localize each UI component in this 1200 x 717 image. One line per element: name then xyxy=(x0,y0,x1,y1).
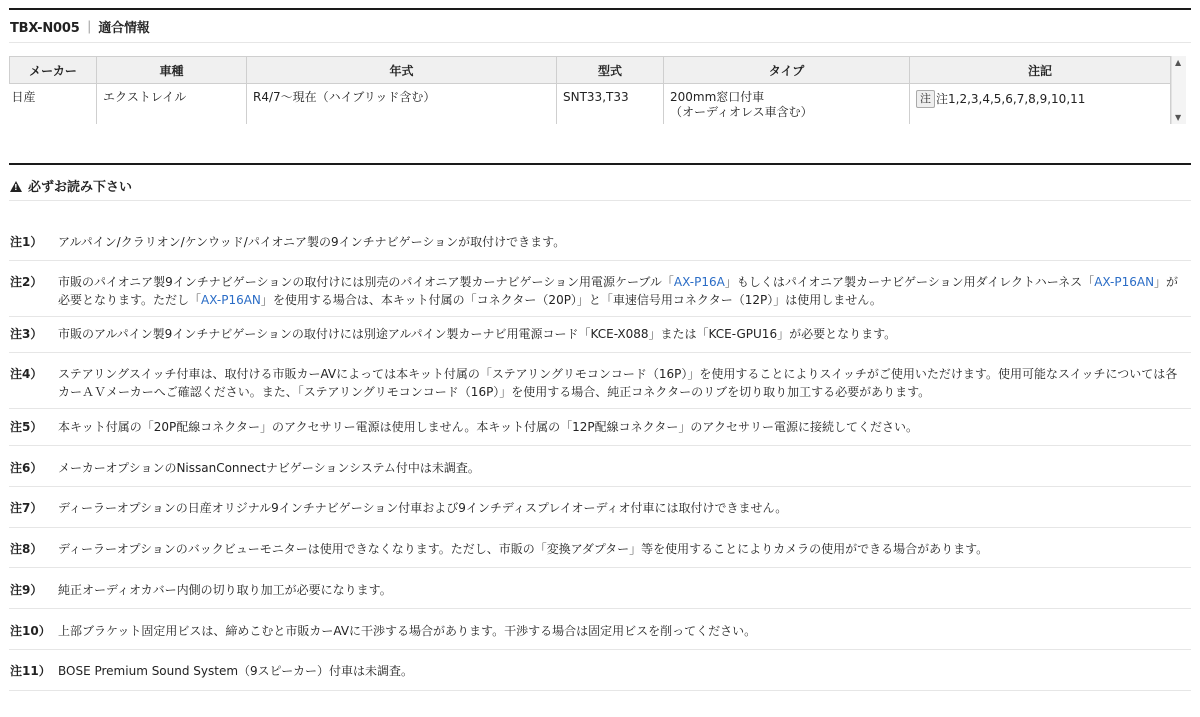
note-item-6 xyxy=(10,459,1185,477)
compat-table xyxy=(9,56,1171,124)
notes-text: 注1,2,3,4,5,6,7,8,9,10,11 xyxy=(936,92,1086,106)
cell-notes xyxy=(910,84,1171,125)
note-item-3 xyxy=(10,325,1185,343)
section-title: 適合情報 xyxy=(98,21,150,36)
note-label: 注3） xyxy=(10,327,43,341)
cell-maker: 日産 xyxy=(10,84,97,125)
col-header-maker: メーカー xyxy=(10,57,97,84)
note-text-part: 市販のパイオニア製9インチナビゲーションの取付けには別売のパイオニア製カーナビゲーション用電源ケーブル「 xyxy=(58,275,674,289)
note-label: 注7） xyxy=(10,501,43,515)
note-divider xyxy=(9,486,1191,487)
col-header-year: 年式 xyxy=(247,57,557,84)
note-text: BOSE Premium Sound System（9スピーカー）付車は未調査。 xyxy=(58,664,413,678)
note-divider xyxy=(9,352,1191,353)
note-item-10 xyxy=(10,622,1185,640)
note-text: 上部ブラケット固定用ビスは、締めこむと市販カーAVに干渉する場合があります。干渉する場合は固定用ビスを削ってください。 xyxy=(58,624,757,638)
notes-button[interactable]: 注 xyxy=(916,90,935,108)
note-text: 市販のアルパイン製9インチナビゲーションの取付けには別途アルパイン製カーナビ用電源コード「KCE-X088」または「KCE-GPU16」が必要となります。 xyxy=(58,327,897,341)
product-code: TBX-N005 xyxy=(10,21,80,36)
note-text-part: 」が必要となります。ただし「 xyxy=(58,275,1179,307)
page-title xyxy=(10,17,150,36)
compat-table-container[interactable] xyxy=(9,56,1186,124)
note-text: ディーラーオプションの日産オリジナル9インチナビゲーション付車および9インチディスプレイオーディオ付車には取付けできません。 xyxy=(58,501,788,515)
cell-type-code: SNT33,T33 xyxy=(557,84,664,125)
note-divider xyxy=(9,316,1191,317)
note-item-7 xyxy=(10,499,1185,517)
section-rule xyxy=(9,163,1191,165)
note-text xyxy=(58,273,1185,309)
note-label: 注11） xyxy=(10,664,51,678)
col-header-type: タイプ xyxy=(664,57,910,84)
warning-icon xyxy=(10,181,22,192)
note-divider xyxy=(9,690,1191,691)
note-label: 注1） xyxy=(10,235,43,249)
warning-heading xyxy=(10,176,132,195)
note-divider xyxy=(9,608,1191,609)
cell-type xyxy=(664,84,910,125)
note-text: ステアリングスイッチ付車は、取付ける市販カーAVによっては本キット付属の「ステアリングリモコンコード（16P）」を使用することによりスイッチがご使用いただけます。使用可能なスイッチについては各カーＡＶメーカーへご確認ください。また、「ステアリングリモコンコード（16P）」を使用する場合、純正コネクターのリブを切り取り加工する必要があります。 xyxy=(58,367,1178,399)
col-header-notes: 注記 xyxy=(910,57,1171,84)
note-item-2 xyxy=(10,273,1185,309)
note-text: ディーラーオプションのバックビューモニターは使用できなくなります。ただし、市販の「変換アダプター」等を使用することによりカメラの使用ができる場合があります。 xyxy=(58,542,989,556)
product-link[interactable]: AX-P16AN xyxy=(1094,275,1155,289)
warning-divider xyxy=(9,200,1191,201)
note-label: 注6） xyxy=(10,461,43,475)
note-divider xyxy=(9,408,1191,409)
note-item-8 xyxy=(10,540,1185,558)
cell-year: R4/7〜現在（ハイブリッド含む） xyxy=(247,84,557,125)
note-item-4 xyxy=(10,365,1185,401)
table-row xyxy=(10,84,1171,125)
note-divider xyxy=(9,649,1191,650)
note-text: 本キット付属の「20P配線コネクター」のアクセサリー電源は使用しません。本キット付属の「12P配線コネクター」のアクセサリー電源に接続してください。 xyxy=(58,420,919,434)
note-text: 純正オーディオカバー内側の切り取り加工が必要になります。 xyxy=(58,583,392,597)
note-divider xyxy=(9,260,1191,261)
cell-model: エクストレイル xyxy=(97,84,247,125)
note-text-part: 」もしくはパイオニア製カーナビゲーション用ダイレクトハーネス「 xyxy=(724,275,1095,289)
title-divider xyxy=(9,42,1191,43)
note-item-9 xyxy=(10,581,1185,599)
table-scrollbar[interactable] xyxy=(1171,56,1186,124)
note-label: 注9） xyxy=(10,583,43,597)
product-link[interactable]: AX-P16A xyxy=(673,275,725,289)
col-header-model: 車種 xyxy=(97,57,247,84)
note-label: 注10） xyxy=(10,624,51,638)
scroll-up-icon[interactable]: ▲ xyxy=(1175,58,1182,67)
note-item-5 xyxy=(10,418,1185,436)
table-header-row xyxy=(10,57,1171,84)
note-text-part: 」を使用する場合は、本キット付属の「コネクター（20P）」と「車速信号用コネクター（12P）」は使用しません。 xyxy=(260,293,882,307)
note-divider xyxy=(9,445,1191,446)
warning-title: 必ずお読み下さい xyxy=(28,180,133,195)
note-label: 注4） xyxy=(10,367,43,381)
title-separator: ｜ xyxy=(82,21,96,36)
note-text: メーカーオプションのNissanConnectナビゲーションシステム付中は未調査。 xyxy=(58,461,480,475)
note-item-1 xyxy=(10,233,1185,251)
note-divider xyxy=(9,567,1191,568)
scroll-down-icon[interactable]: ▼ xyxy=(1175,113,1182,122)
col-header-type-code: 型式 xyxy=(557,57,664,84)
note-item-11 xyxy=(10,662,1185,680)
note-label: 注8） xyxy=(10,542,43,556)
type-line-2: （オーディオレス車含む） xyxy=(670,105,813,119)
type-line-1: 200mm窓口付車 xyxy=(670,90,765,104)
top-rule xyxy=(9,8,1191,10)
note-text: アルパイン/クラリオン/ケンウッド/パイオニア製の9インチナビゲーションが取付けできます。 xyxy=(58,235,566,249)
note-label: 注5） xyxy=(10,420,43,434)
note-divider xyxy=(9,527,1191,528)
product-link[interactable]: AX-P16AN xyxy=(201,293,261,307)
note-label: 注2） xyxy=(10,275,43,289)
